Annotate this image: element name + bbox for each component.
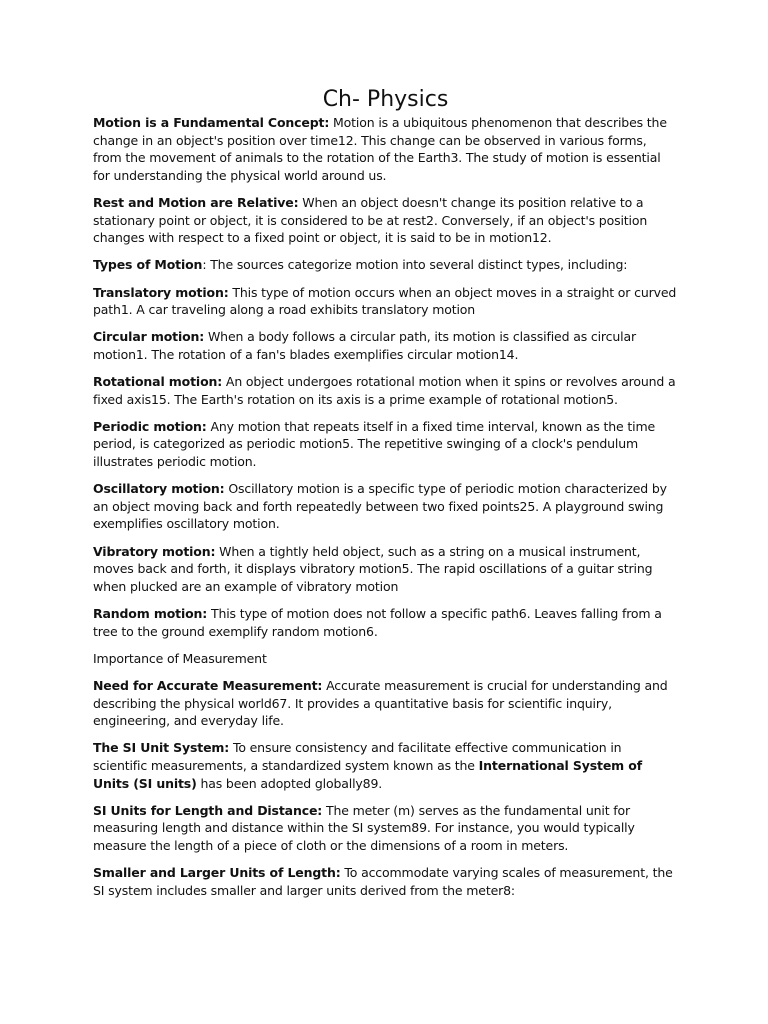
paragraph-lead: Smaller and Larger Units of Length: xyxy=(93,865,341,881)
paragraph-text: Any motion that repeats itself in a fixed time interval, known as the time period, is categorized as periodic motion5. The repetitive swinging of a clock's pendulum illustrates periodic motion. xyxy=(93,418,656,470)
paragraph-lead: Oscillatory motion: xyxy=(93,481,225,497)
paragraph-text: To accommodate varying scales of measurement, the SI system includes smaller and larger units derived from the meter8: xyxy=(93,865,673,898)
paragraph-lead: Rest and Motion are Relative: xyxy=(93,194,299,210)
page-title: Ch- Physics xyxy=(322,87,449,112)
paragraph-translatory-motion xyxy=(93,284,678,319)
paragraph-text: To ensure consistency and facilitate effective communication in scientific measurements, a standardized system known as the xyxy=(93,740,622,773)
paragraph-periodic-motion xyxy=(93,418,678,471)
paragraph-text: Oscillatory motion is a specific type of periodic motion characterized by an object moving back and forth repeatedly between two fixed points25. A playground swing exemplifies oscillatory motion. xyxy=(93,481,667,532)
paragraph-lead: SI Units for Length and Distance: xyxy=(93,802,323,818)
paragraph-accurate-measurement xyxy=(93,677,678,730)
paragraph-emphasis: International System of Units (SI units) xyxy=(93,757,642,791)
paragraph-smaller-larger-units xyxy=(93,864,678,899)
paragraph-tail: has been adopted globally89. xyxy=(196,775,383,791)
paragraph-text: Motion is a ubiquitous phenomenon that describes the change in an object's position over time12. This change can be observed in various forms, from the movement of animals to the rotation of the Earth3. The study of motion is essential for understanding the physical world around us. xyxy=(93,115,667,183)
paragraph-text: This type of motion does not follow a specific path6. Leaves falling from a tree to the ground exemplify random motion6. xyxy=(93,606,662,639)
document-body xyxy=(93,86,678,909)
paragraph-lead: Rotational motion: xyxy=(93,374,223,390)
section-heading-importance-of-measurement xyxy=(93,650,678,668)
paragraph-text: When a body follows a circular path, its motion is classified as circular motion1. The rotation of a fan's blades exemplifies circular motion14. xyxy=(93,329,636,362)
paragraph-text: This type of motion occurs when an object moves in a straight or curved path1. A car traveling along a road exhibits translatory motion xyxy=(93,284,677,318)
paragraph-lead: Vibratory motion: xyxy=(93,543,216,559)
paragraph-vibratory-motion xyxy=(93,543,678,596)
paragraph-text: Importance of Measurement xyxy=(93,650,267,666)
paragraph-text: The meter (m) serves as the fundamental unit for measuring length and distance within the SI system89. For instance, you would typically measure the length of a piece of cloth or the dimensions of a room in meters. xyxy=(93,802,635,853)
paragraph-lead: Translatory motion: xyxy=(93,284,229,300)
paragraph-rotational-motion xyxy=(93,373,678,408)
paragraph-si-length-units xyxy=(93,802,678,855)
paragraph-text: : The sources categorize motion into several distinct types, including: xyxy=(202,257,628,273)
paragraph-random-motion xyxy=(93,605,678,640)
paragraph-lead: Need for Accurate Measurement: xyxy=(93,677,323,693)
paragraph-rest-and-motion xyxy=(93,194,678,247)
paragraph-text: When a tightly held object, such as a string on a musical instrument, moves back and forth, it displays vibratory motion5. The rapid oscillations of a guitar string when plucked are an example of vibratory motion xyxy=(93,543,653,594)
paragraph-types-of-motion xyxy=(93,256,678,274)
paragraph-si-unit-system xyxy=(93,739,678,792)
paragraph-text: When an object doesn't change its position relative to a stationary point or object, it is considered to be at rest2. Conversely, if an object's position changes with respect to a fixed point or object, it is said to be in motion12. xyxy=(93,194,648,246)
paragraph-text: Accurate measurement is crucial for understanding and describing the physical world67. It provides a quantitative basis for scientific inquiry, engineering, and everyday life. xyxy=(93,677,668,729)
paragraph-oscillatory-motion xyxy=(93,480,678,533)
paragraph-circular-motion xyxy=(93,328,678,363)
paragraph-lead: The SI Unit System: xyxy=(93,740,230,756)
paragraph-lead: Periodic motion: xyxy=(93,418,207,434)
paragraph-lead: Motion is a Fundamental Concept: xyxy=(93,115,330,130)
paragraph-lead: Types of Motion xyxy=(93,257,203,273)
paragraph-lead: Random motion: xyxy=(93,606,208,621)
paragraph-motion-fundamental xyxy=(93,114,678,184)
paragraph-text: An object undergoes rotational motion when it spins or revolves around a fixed axis15. The Earth's rotation on its axis is a prime example of rotational motion5. xyxy=(93,374,676,407)
paragraph-lead: Circular motion: xyxy=(93,329,205,345)
